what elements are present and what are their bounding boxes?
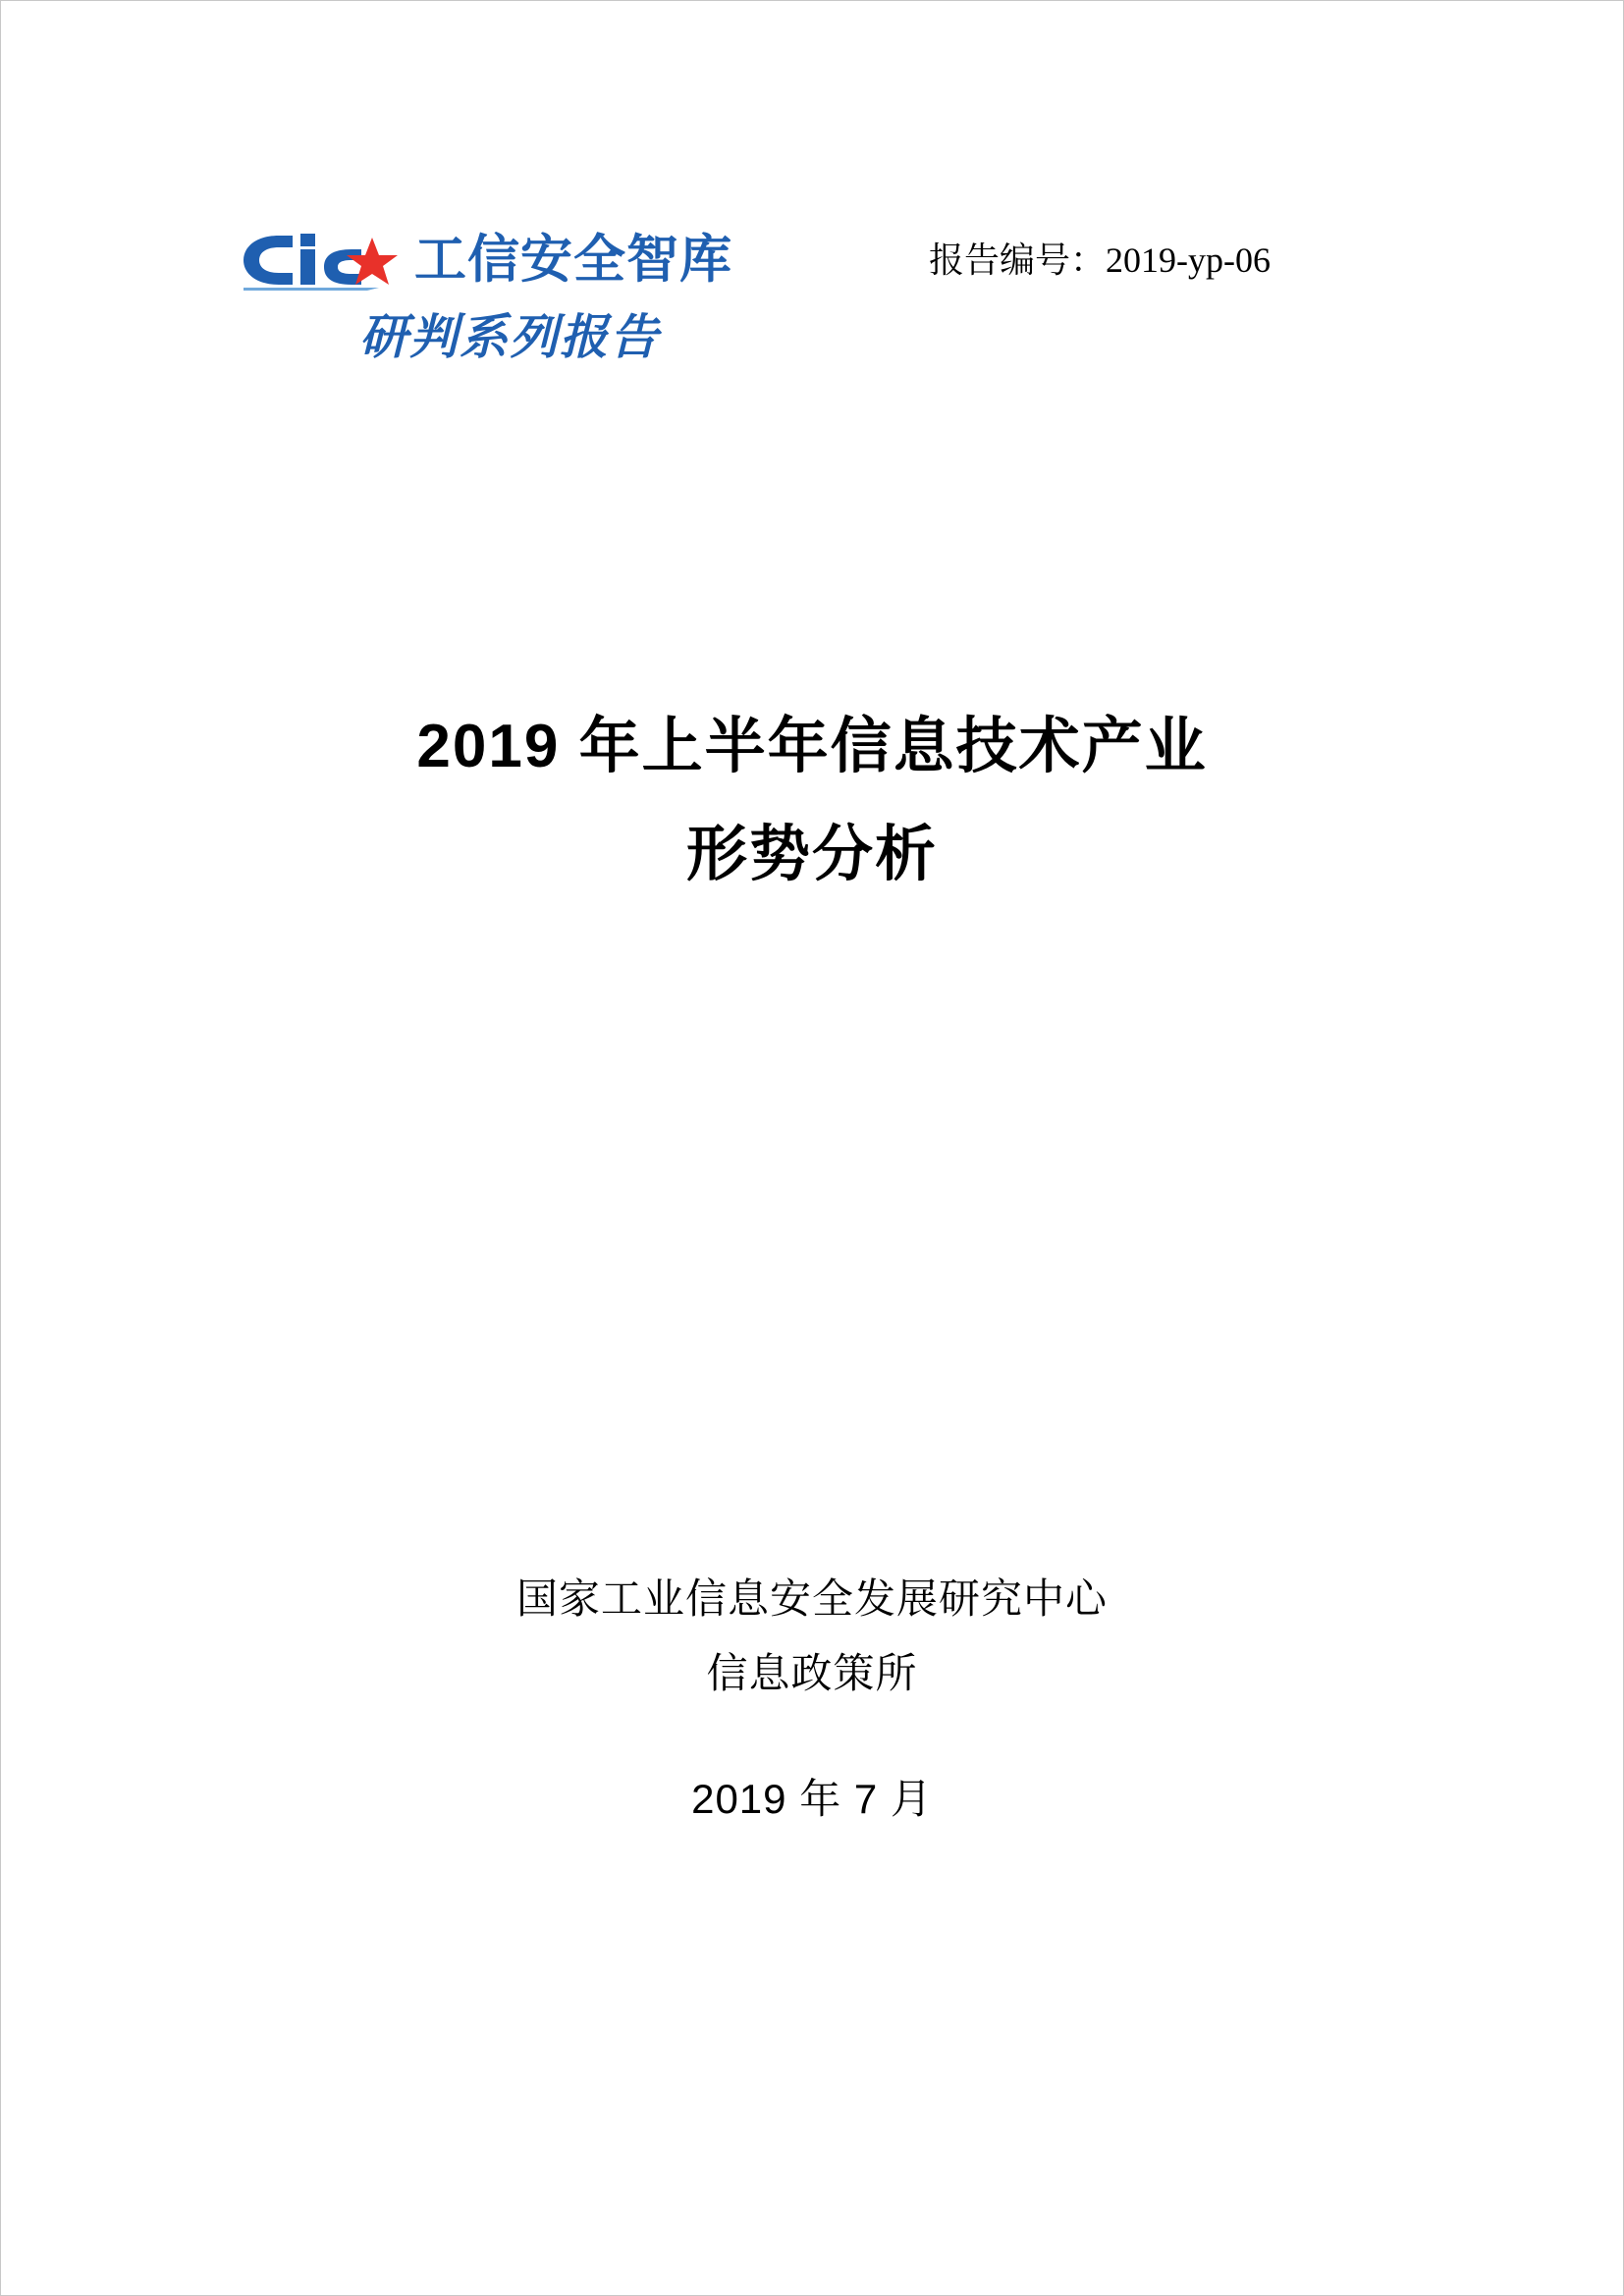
page-title-line-1: 2019 年上半年信息技术产业 [416, 713, 1208, 780]
page-title [1, 693, 1623, 909]
brand-subtitle: 研判系列报告 [359, 311, 661, 364]
document-header [1, 225, 1623, 421]
brand-title: 工信安全智库 [414, 231, 732, 289]
issuer-organization: 国家工业信息安全发展研究中心 [515, 1575, 1108, 1622]
page-title-line-2: 形势分析 [685, 821, 938, 888]
cic-logo-icon [242, 230, 401, 291]
brand-row [242, 225, 850, 295]
brand-block [242, 225, 850, 366]
publish-date: 2019 年 7 月 [691, 1776, 933, 1822]
issuer-department: 信息政策所 [706, 1650, 918, 1696]
issuer-block [1, 1562, 1623, 1711]
report-number: 报告编号：2019-yp-06 [929, 240, 1271, 280]
